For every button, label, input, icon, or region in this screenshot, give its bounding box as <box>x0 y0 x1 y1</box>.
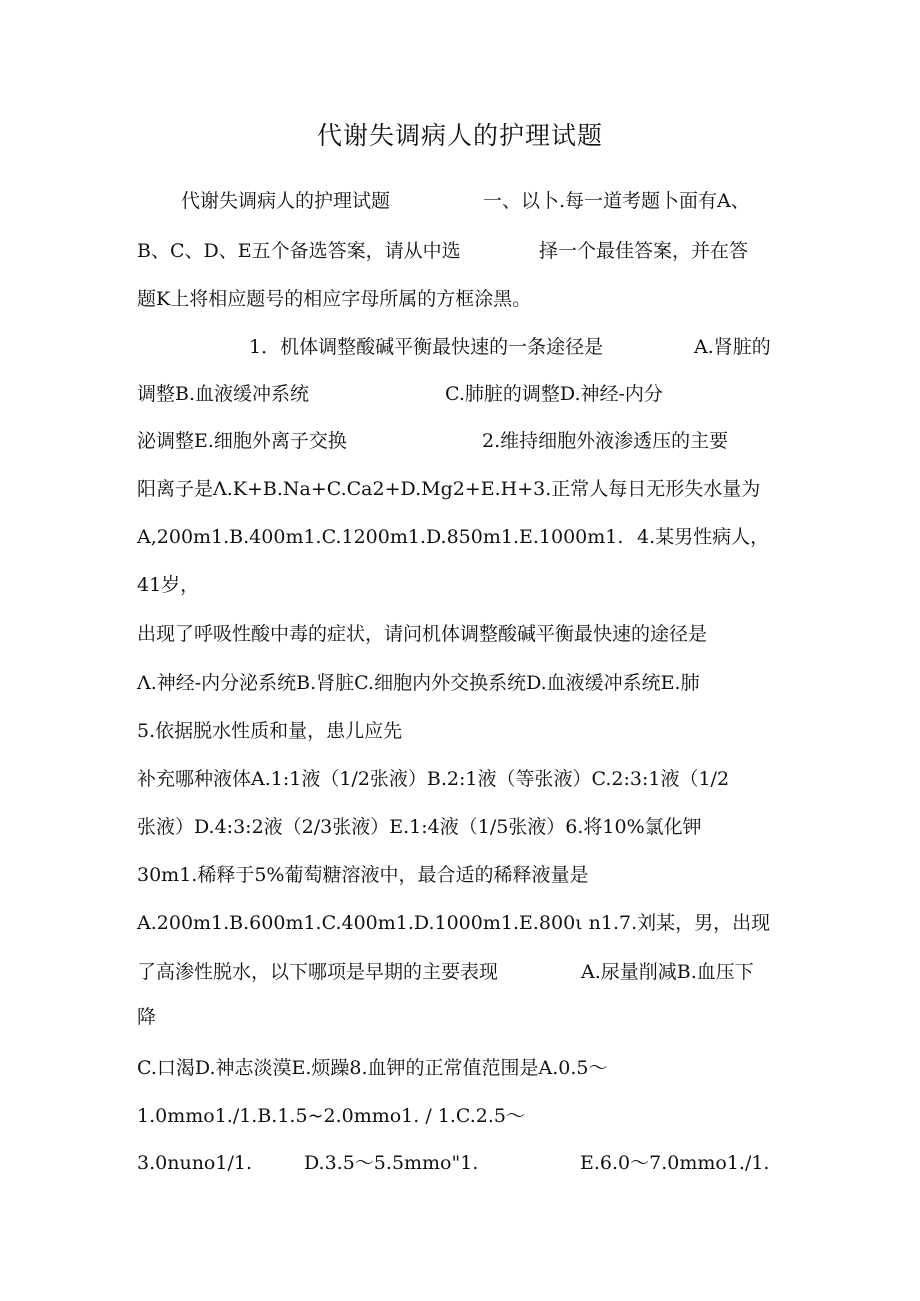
text-line <box>137 330 785 364</box>
text-segment: 张液）D.4:3:2液（2/3张液）E.1:4液（1/5张液）6.将10%氯化钾 <box>137 816 702 838</box>
text-line <box>137 666 785 700</box>
text-line <box>137 1146 785 1180</box>
text-segment: 调整B.血液缓冲系统 <box>137 383 310 405</box>
text-segment: D.3.5～5.5mmo"1. <box>304 1152 479 1174</box>
text-line <box>137 520 785 554</box>
text-segment: 41岁， <box>137 574 200 596</box>
text-segment: 阳离子是Λ.K+B.Na+C.Ca2+D.Mg2+E.H+3.正常人每日无形失水量为 <box>137 478 761 500</box>
text-segment: Λ.神经-内分泌系统B.肾脏C.细胞内外交换系统D.血液缓冲系统E.肺 <box>137 672 700 694</box>
text-segment: 5.依据脱水性质和量，患儿应先 <box>137 720 403 742</box>
text-line <box>137 424 785 458</box>
text-segment: 30m1.稀释于5%葡萄糖溶液中，最合适的稀释液量是 <box>137 864 589 886</box>
text-segment: A.200m1.B.600m1.C.400m1.D.1000m1.E.800ι n1.7.刘某，男，出现 <box>137 912 771 934</box>
text-line <box>137 234 785 268</box>
text-segment: 1．机体调整酸碱平衡最快速的一条途径是 <box>249 336 604 358</box>
text-segment: 2.维持细胞外液渗透压的主要 <box>482 430 729 452</box>
text-segment: 代谢失调病人的护理试题 <box>181 190 391 212</box>
text-segment: 泌调整E.细胞外离子交换 <box>137 430 347 452</box>
text-line <box>137 1099 785 1133</box>
text-segment: 3.0nuno1/1. <box>137 1152 252 1174</box>
text-line <box>137 810 785 844</box>
text-segment: A,200m1.B.400m1.C.1200m1.D.850m1.E.1000m1. <box>137 526 624 548</box>
text-line <box>137 1051 785 1085</box>
text-segment: 出现了呼吸性酸中毒的症状，请问机体调整酸碱平衡最快速的途径是 <box>137 623 708 645</box>
text-segment: B、C、D、E五个备选答案，请从中选 <box>137 240 461 262</box>
text-line <box>137 714 785 748</box>
text-line <box>137 377 785 411</box>
text-line <box>137 1000 785 1034</box>
text-line <box>137 617 785 651</box>
text-segment: 1.0mmo1./1.B.1.5~2.0mmo1. / 1.C.2.5～ <box>137 1105 526 1127</box>
text-segment: 一、以卜.每一道考题卜面有A、 <box>483 190 750 212</box>
text-segment: 题K上将相应题号的相应字母所属的方框涂黑。 <box>137 288 532 310</box>
text-segment: A.尿量削减B.血压下 <box>581 961 754 983</box>
text-segment: 择一个最佳答案，并在答 <box>539 240 749 262</box>
text-line <box>137 568 785 602</box>
text-segment: C.口渴D.神志淡漠E.烦躁8.血钾的正常值范围是A.0.5～ <box>137 1057 608 1079</box>
text-segment: A.肾脏的 <box>694 336 771 358</box>
text-segment: C.肺脏的调整D.神经-内分 <box>445 383 663 405</box>
document-title: 代谢失调病人的护理试题 <box>316 121 603 150</box>
text-line <box>137 184 785 218</box>
text-segment: 4.某男性病人， <box>637 526 770 548</box>
text-line <box>137 955 785 989</box>
text-line <box>137 858 785 892</box>
text-line <box>137 906 785 940</box>
text-segment: 补充哪种液体A.1:1液（1/2张液）B.2:1液（等张液）C.2:3:1液（1/2 <box>137 768 730 790</box>
text-segment: E.6.0～7.0mmo1./1. <box>580 1152 770 1174</box>
text-line <box>137 472 785 506</box>
text-segment: 降 <box>137 1006 157 1028</box>
text-line <box>137 762 785 796</box>
text-segment: 了高渗性脱水，以下哪项是早期的主要表现 <box>137 961 499 983</box>
text-line <box>137 282 785 316</box>
